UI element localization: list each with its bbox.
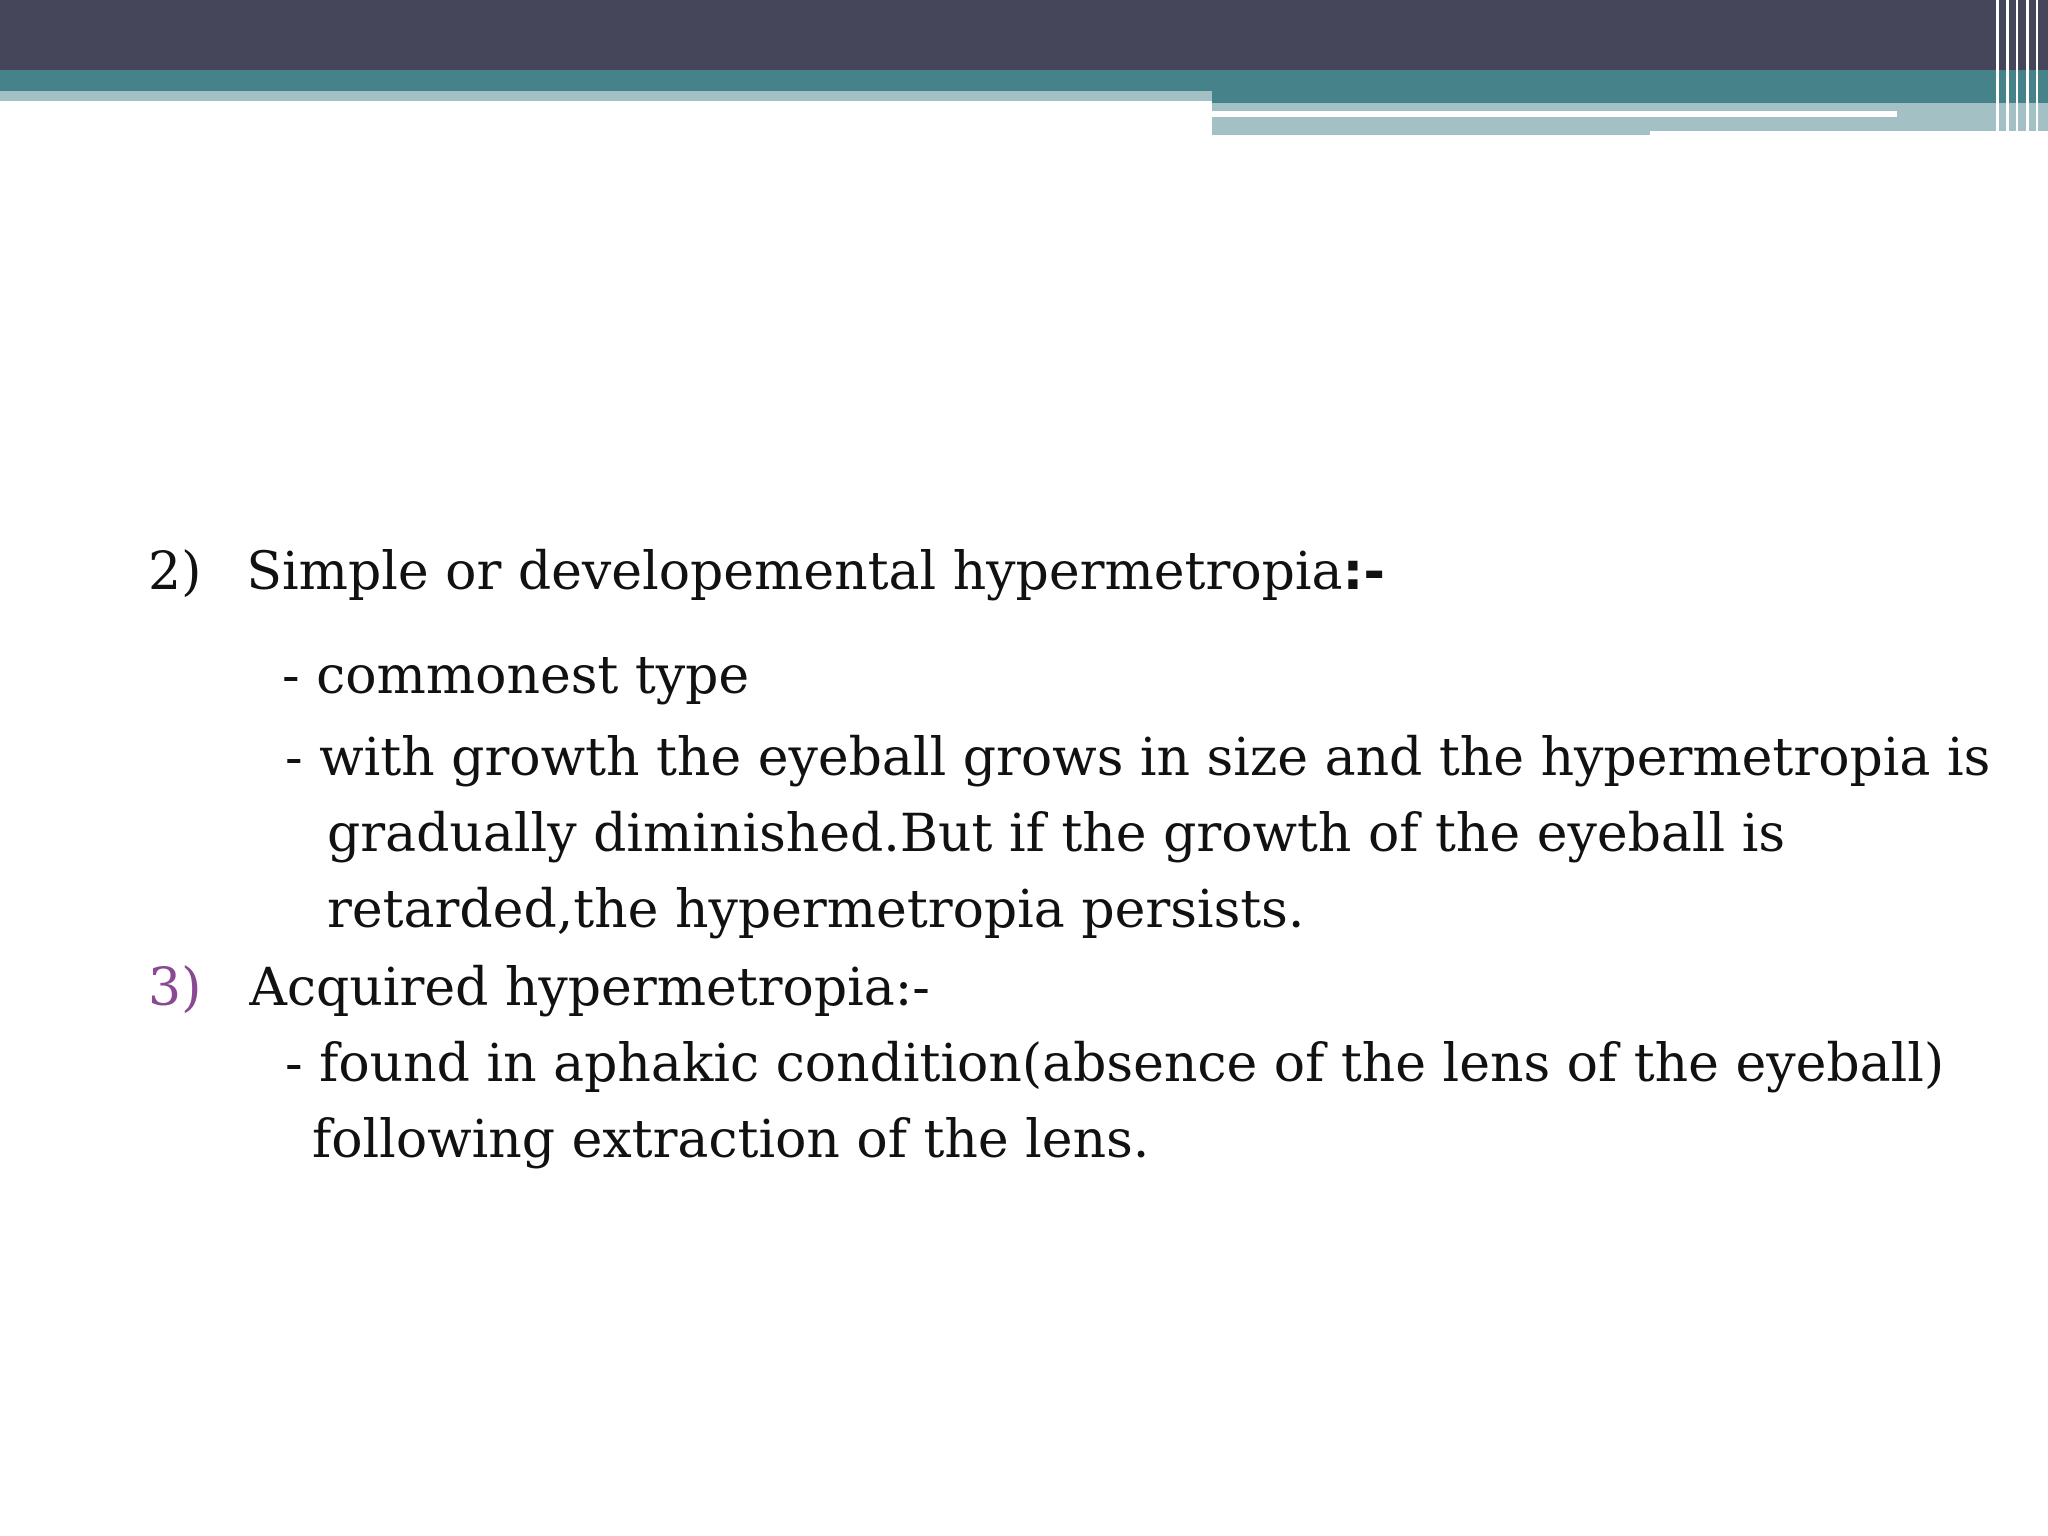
header-stripe [2016,0,2018,138]
item-3-heading [148,958,930,1018]
item-2-bullet-2-cont-1: gradually diminished.But if the growth of the eyeball is [327,804,1786,864]
header-band-teal-right [1212,91,2048,103]
item-3-bullet-1-cont: following extraction of the lens. [312,1110,1150,1170]
item-3-bullet-1: - found in aphakic condition(absence of the lens of the eyeball) [285,1034,1945,1094]
item-3-heading-text: Acquired hypermetropia:- [249,958,930,1018]
header-band-dark [0,0,2048,70]
header-stripe [2036,0,2038,138]
header-stripe [1996,0,1999,138]
item-2-heading [148,542,1385,602]
item-2-bullet-2-cont-2: retarded,the hypermetropia persists. [327,880,1305,940]
item-2-number: 2) [148,542,202,602]
item-2-heading-text: Simple or developemental hypermetropia [246,542,1343,602]
item-2-heading-suffix: :- [1342,542,1385,602]
item-3-number: 3) [148,958,202,1018]
header-stripe [2006,0,2009,138]
header-white-notch [1650,131,2048,137]
item-2-bullet-2: - with growth the eyeball grows in size and the hypermetropia is [285,728,1991,788]
item-2-bullet-1: - commonest type [282,646,750,706]
header-stripe [2026,0,2029,138]
header-band-light-left [0,91,1212,101]
header-white-rule [1212,111,1897,117]
header-vertical-stripes [1990,0,2048,138]
header-band-teal [0,70,2048,91]
